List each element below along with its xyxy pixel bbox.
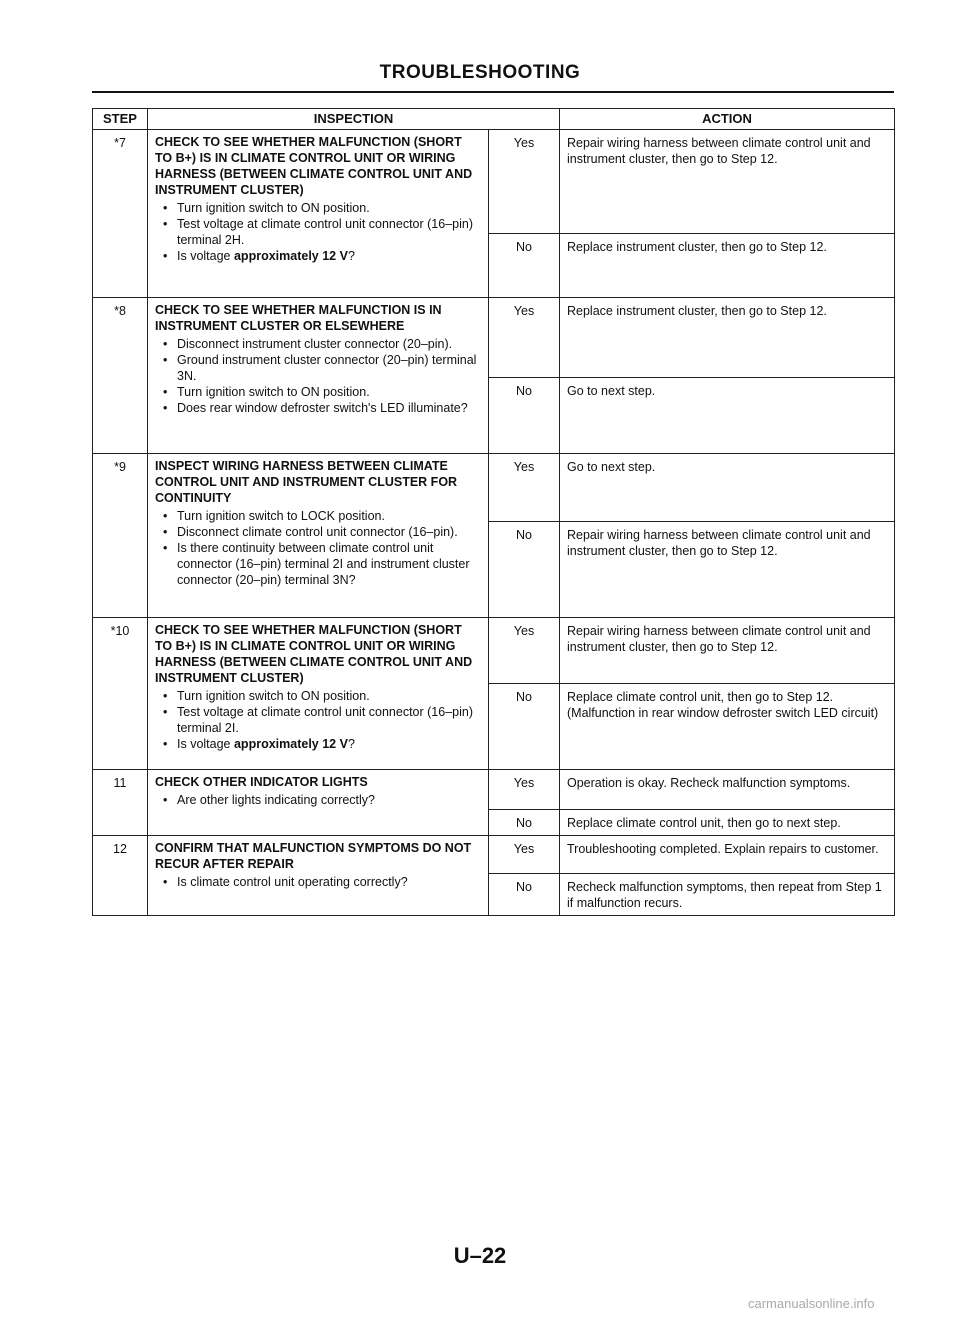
title-rule <box>92 91 894 93</box>
yes-action: Repair wiring harness between climate control unit and instrument cluster, then go to Step 12. <box>560 130 895 234</box>
inspection-bullet <box>163 736 481 752</box>
page-title: TROUBLESHOOTING <box>379 62 581 83</box>
inspection-cell <box>148 454 489 618</box>
header-step: STEP <box>93 109 148 130</box>
inspection-bullet: • Turn ignition switch to ON position. <box>163 384 481 400</box>
page-number: U–22 <box>453 1243 507 1268</box>
yes-label: Yes <box>489 130 560 234</box>
table-row <box>93 298 895 378</box>
inspection-title: CHECK OTHER INDICATOR LIGHTS <box>155 775 368 789</box>
yes-action: Operation is okay. Recheck malfunction symptoms. <box>560 770 895 810</box>
inspection-title: CHECK TO SEE WHETHER MALFUNCTION (SHORT TO B+) IS IN CLIMATE CONTROL UNIT OR WIRING HARNESS (BETWEEN CLIMATE CONTROL UNIT AND INSTRUMENT CLUSTER) <box>155 135 473 197</box>
inspection-cell <box>148 618 489 770</box>
bullet-bold-text: approximately 12 V <box>233 737 348 751</box>
yes-label: Yes <box>489 770 560 810</box>
bullet-text: ? <box>347 249 355 263</box>
inspection-title: CONFIRM THAT MALFUNCTION SYMPTOMS DO NOT RECUR AFTER REPAIR <box>155 841 472 871</box>
inspection-cell <box>148 298 489 454</box>
inspection-cell <box>148 836 489 916</box>
bullet-text: Is voltage <box>177 249 234 263</box>
bullet-text: ? <box>347 737 355 751</box>
no-label: No <box>489 810 560 836</box>
no-action: Replace climate control unit, then go to next step. <box>560 810 895 836</box>
no-label: No <box>489 378 560 454</box>
yes-label: Yes <box>489 298 560 378</box>
yes-action: Troubleshooting completed. Explain repairs to customer. <box>560 836 895 874</box>
watermark: carmanualsonline.info <box>748 1296 875 1311</box>
inspection-bullet: • Turn ignition switch to ON position. <box>163 688 481 704</box>
inspection-bullet: • Test voltage at climate control unit connector (16–pin) terminal 2H. <box>163 216 481 248</box>
inspection-cell <box>148 770 489 836</box>
no-action: Repair wiring harness between climate control unit and instrument cluster, then go to Step 12. <box>560 522 895 618</box>
inspection-bullets <box>155 336 481 416</box>
no-action: Recheck malfunction symptoms, then repeat from Step 1 if malfunction recurs. <box>560 874 895 916</box>
inspection-cell <box>148 130 489 298</box>
yes-action: Go to next step. <box>560 454 895 522</box>
inspection-bullet: • Is there continuity between climate control unit connector (16–pin) terminal 2I and instrument cluster connector (20–pin) terminal 3N? <box>163 540 481 588</box>
inspection-title: INSPECT WIRING HARNESS BETWEEN CLIMATE CONTROL UNIT AND INSTRUMENT CLUSTER FOR CONTINUITY <box>155 459 458 505</box>
no-action: Replace instrument cluster, then go to Step 12. <box>560 234 895 298</box>
yes-label: Yes <box>489 836 560 874</box>
inspection-bullet: • Disconnect climate control unit connector (16–pin). <box>163 524 481 540</box>
table-header-row <box>93 109 895 130</box>
bullet-bold-text: approximately 12 V <box>233 249 348 263</box>
inspection-bullets <box>155 200 481 264</box>
step-number: *7 <box>93 130 148 298</box>
troubleshooting-table <box>92 108 895 916</box>
step-number: *10 <box>93 618 148 770</box>
table-row <box>93 836 895 874</box>
yes-action: Repair wiring harness between climate control unit and instrument cluster, then go to Step 12. <box>560 618 895 684</box>
no-label: No <box>489 684 560 770</box>
header-action: ACTION <box>560 109 895 130</box>
inspection-bullet: • Test voltage at climate control unit connector (16–pin) terminal 2I. <box>163 704 481 736</box>
inspection-bullet: • Are other lights indicating correctly? <box>163 792 481 808</box>
no-action: Replace climate control unit, then go to Step 12. (Malfunction in rear window defroster switch LED circuit) <box>560 684 895 770</box>
table-row <box>93 618 895 684</box>
step-number: *9 <box>93 454 148 618</box>
inspection-bullets <box>155 874 481 890</box>
step-number: 11 <box>93 770 148 836</box>
table-body <box>93 130 895 916</box>
inspection-bullet <box>163 248 481 264</box>
inspection-bullet: • Disconnect instrument cluster connector (20–pin). <box>163 336 481 352</box>
inspection-bullet: • Turn ignition switch to ON position. <box>163 200 481 216</box>
inspection-bullets <box>155 792 481 808</box>
step-number: 12 <box>93 836 148 916</box>
yes-label: Yes <box>489 454 560 522</box>
no-label: No <box>489 874 560 916</box>
bullet-text: Is voltage <box>177 737 234 751</box>
inspection-bullets <box>155 508 481 588</box>
inspection-title: CHECK TO SEE WHETHER MALFUNCTION IS IN INSTRUMENT CLUSTER OR ELSEWHERE <box>155 303 442 333</box>
header-inspection: INSPECTION <box>148 109 560 130</box>
inspection-bullet: • Turn ignition switch to LOCK position. <box>163 508 481 524</box>
step-number: *8 <box>93 298 148 454</box>
table-row <box>93 770 895 810</box>
yes-action: Replace instrument cluster, then go to Step 12. <box>560 298 895 378</box>
no-label: No <box>489 522 560 618</box>
table-row <box>93 130 895 234</box>
inspection-bullet: • Is climate control unit operating correctly? <box>163 874 481 890</box>
inspection-title: CHECK TO SEE WHETHER MALFUNCTION (SHORT TO B+) IS IN CLIMATE CONTROL UNIT OR WIRING HARNESS (BETWEEN CLIMATE CONTROL UNIT AND INSTRUMENT CLUSTER) <box>155 623 473 685</box>
inspection-bullet: • Ground instrument cluster connector (20–pin) terminal 3N. <box>163 352 481 384</box>
yes-label: Yes <box>489 618 560 684</box>
no-label: No <box>489 234 560 298</box>
inspection-bullets <box>155 688 481 752</box>
no-action: Go to next step. <box>560 378 895 454</box>
table-row <box>93 454 895 522</box>
inspection-bullet: • Does rear window defroster switch's LED illuminate? <box>163 400 481 416</box>
